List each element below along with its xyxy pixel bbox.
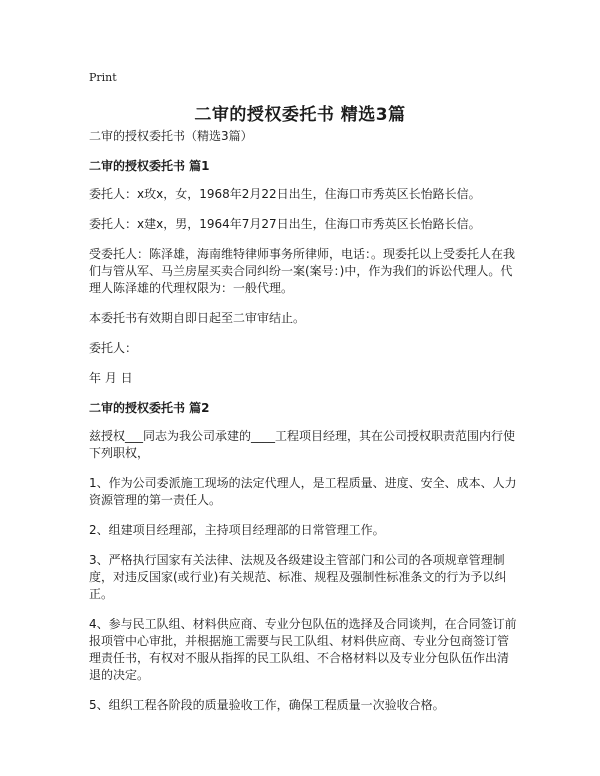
section-2-heading: 二审的授权委托书 篇2	[89, 401, 210, 415]
document-title: 二审的授权委托书 精选3篇	[194, 105, 406, 125]
section-1-paragraph: 本委托书有效期自即日起至二审审结止。	[89, 311, 306, 325]
section-2-paragraph: 2、组建项目经理部，主持项目经理部的日常管理工作。	[89, 523, 385, 537]
section-2-paragraph: 4、参与民工队组、材料供应商、专业分包队伍的选择及合同谈判，在合同签订前报项管中心审批，并根据施工需要与民工队组、材料供应商、专业分包商签订管理责任书，有权对不服从指挥的民工队组、不合格材料以及专业分包队伍作出清退的决定。	[89, 617, 517, 682]
section-1-paragraph: 年 月 日	[89, 371, 133, 385]
section-2-paragraph: 5、组织工程各阶段的质量验收工作，确保工程质量一次验收合格。	[89, 698, 445, 712]
section-1-paragraph: 委托人：x建x，男，1964年7月27日出生，住海口市秀英区长怡路长信。	[89, 217, 481, 231]
section-2-paragraph: 兹授权___同志为我公司承建的____工程项目经理，其在公司授权职责范围内行使下列职权，	[89, 429, 516, 460]
print-label: Print	[89, 71, 117, 84]
section-1-paragraph: 委托人：	[89, 341, 138, 355]
document-body	[89, 128, 519, 727]
section-1-paragraph: 受委托人：陈泽雄，海南维特律师事务所律师，电话：。现委托以上受委托人在我们与管从军、马兰房屋买卖合同纠纷一案(案号：)中，作为我们的诉讼代理人。代理人陈泽雄的代理权限为：一般代理。	[89, 247, 516, 295]
document-subtitle: 二审的授权委托书（精选3篇）	[89, 129, 253, 143]
section-1-heading: 二审的授权委托书 篇1	[89, 159, 210, 173]
section-1-paragraph: 委托人：x玫x，女，1968年2月22日出生，住海口市秀英区长怡路长信。	[89, 187, 481, 201]
section-2-paragraph: 3、严格执行国家有关法律、法规及各级建设主管部门和公司的各项规章管理制度，对违反国家(或行业)有关规范、标准、规程及强制性标准条文的行为予以纠正。	[89, 553, 507, 601]
section-2-paragraph: 1、作为公司委派施工现场的法定代理人，是工程质量、进度、安全、成本、人力资源管理的第一责任人。	[89, 476, 517, 507]
